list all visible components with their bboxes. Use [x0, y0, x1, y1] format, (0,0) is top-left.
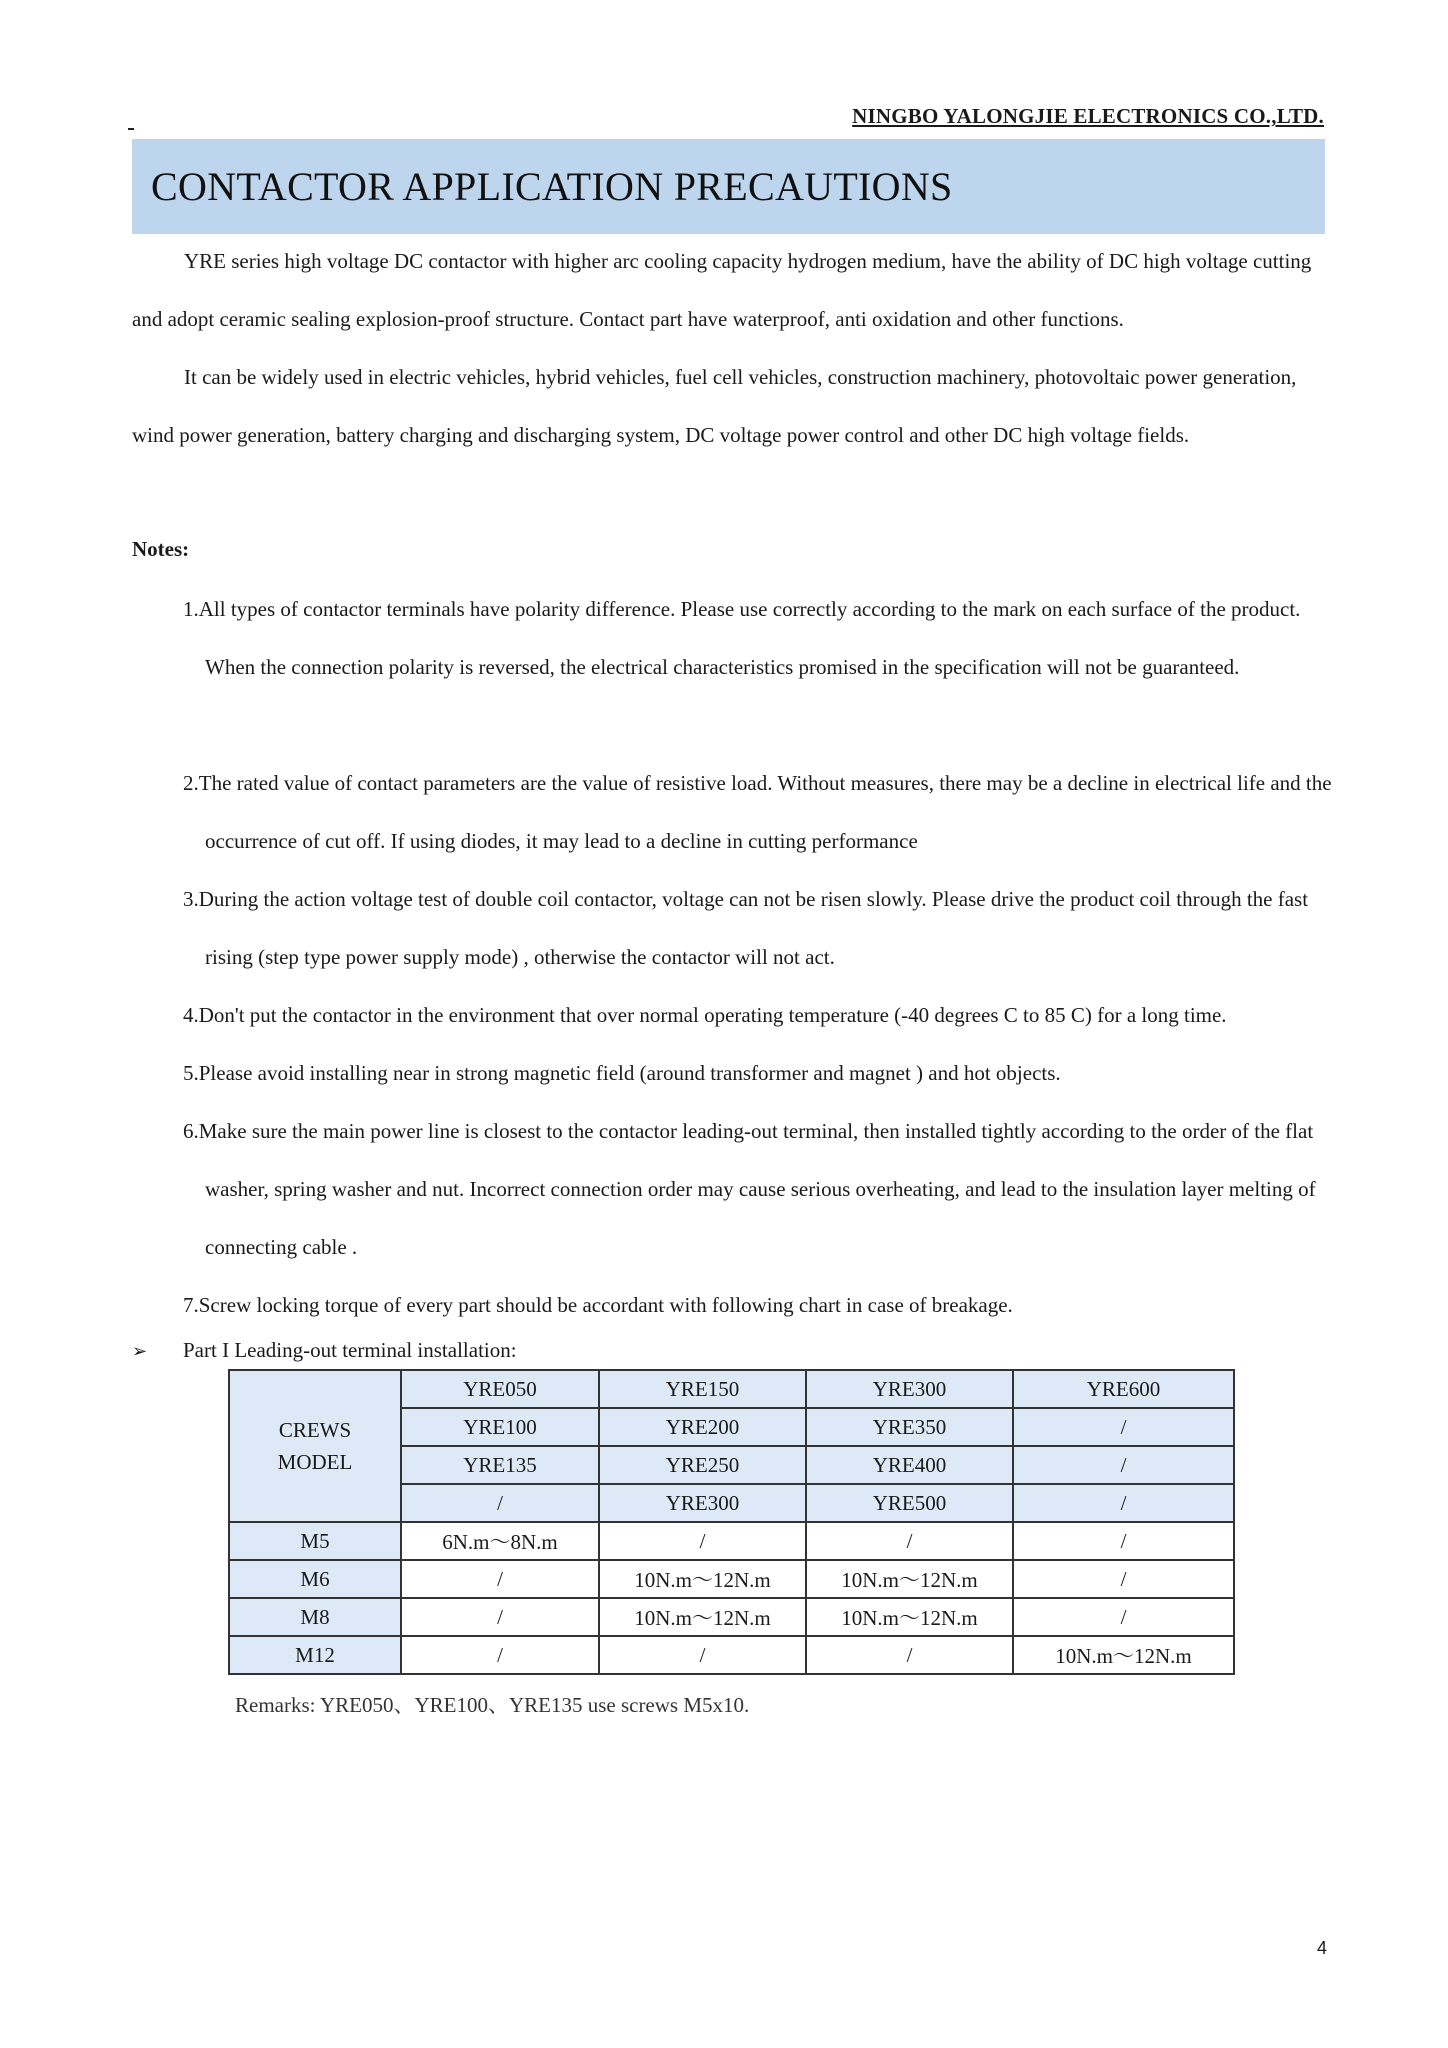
table-cell: YRE050: [401, 1370, 599, 1408]
intro-paragraph: YRE series high voltage DC contactor with higher arc cooling capacity hydrogen medium, have the ability of DC high voltage cutting and adopt ceramic sealing explosion-proof structure. Contact part have waterproof, anti oxidation and other functions.: [132, 249, 1312, 331]
note-item: 7.Screw locking torque of every part should be accordant with following chart in case of breakage.: [183, 1293, 1013, 1317]
table-row: [229, 1560, 1234, 1598]
note-item: 3.During the action voltage test of double coil contactor, voltage can not be risen slowly. Please drive the product coil through the fast rising (step type power supply mode) , otherwise the contactor will not act.: [183, 887, 1309, 969]
table-cell: 6N.m～8N.m: [401, 1522, 599, 1560]
table-cell: 10N.m～12N.m: [599, 1598, 806, 1636]
table-cell: /: [401, 1636, 599, 1674]
table-cell: YRE135: [401, 1446, 599, 1484]
table-cell: /: [1013, 1598, 1234, 1636]
note-item: 6.Make sure the main power line is closest to the contactor leading-out terminal, then installed tightly according to the order of the flat washer, spring washer and nut. Incorrect connection order may cause serious overheating, and lead to the insulation layer melting of connecting cable .: [183, 1119, 1316, 1259]
table-cell: /: [1013, 1408, 1234, 1446]
screw-size-cell: M6: [229, 1560, 401, 1598]
part-label: Part I Leading-out terminal installation:: [183, 1338, 517, 1362]
table-cell: YRE250: [599, 1446, 806, 1484]
table-cell: /: [1013, 1522, 1234, 1560]
page-title: CONTACTOR APPLICATION PRECAUTIONS: [151, 164, 953, 209]
table-cell: YRE600: [1013, 1370, 1234, 1408]
note-item: 5.Please avoid installing near in strong magnetic field (around transformer and magnet ) and hot objects.: [183, 1061, 1061, 1085]
arrow-bullet-icon: ➢: [132, 1341, 148, 1361]
note-item: 4.Don't put the contactor in the environment that over normal operating temperature (-40 degrees C to 85 C) for a long time.: [183, 1003, 1227, 1027]
table-cell: 10N.m～12N.m: [806, 1560, 1013, 1598]
table-cell: YRE400: [806, 1446, 1013, 1484]
table-remarks: Remarks: YRE050、YRE100、YRE135 use screws M5x10.: [235, 1693, 750, 1717]
table-cell: YRE150: [599, 1370, 806, 1408]
table-cell: /: [1013, 1560, 1234, 1598]
screw-size-cell: M12: [229, 1636, 401, 1674]
table-cell: /: [401, 1560, 599, 1598]
table-cell: /: [1013, 1484, 1234, 1522]
page-number: 4: [1316, 1938, 1327, 1958]
note-item: 2.The rated value of contact parameters are the value of resistive load. Without measures, there may be a decline in electrical life and the occurrence of cut off. If using diodes, it may lead to a decline in cutting performance: [183, 771, 1332, 853]
table-cell: /: [401, 1484, 599, 1522]
table-cell: /: [599, 1522, 806, 1560]
table-cell: 10N.m～12N.m: [1013, 1636, 1234, 1674]
note-item: 1.All types of contactor terminals have polarity difference. Please use correctly according to the mark on each surface of the product. When the connection polarity is reversed, the electrical characteristics promised in the specification will not be guaranteed.: [183, 597, 1301, 679]
notes-heading: Notes:: [132, 537, 190, 561]
table-cell: YRE300: [599, 1484, 806, 1522]
torque-table: [228, 1369, 1235, 1675]
table-header-label: CREWS MODEL: [229, 1370, 401, 1522]
table-cell: YRE100: [401, 1408, 599, 1446]
table-row: [229, 1370, 1234, 1408]
part-heading: [132, 1338, 517, 1363]
screw-size-cell: M5: [229, 1522, 401, 1560]
screw-size-cell: M8: [229, 1598, 401, 1636]
intro-paragraph: It can be widely used in electric vehicles, hybrid vehicles, fuel cell vehicles, construction machinery, photovoltaic power generation, wind power generation, battery charging and discharging system, DC voltage power control and other DC high voltage fields.: [132, 365, 1297, 447]
table-cell: YRE350: [806, 1408, 1013, 1446]
table-cell: /: [599, 1636, 806, 1674]
header-dash: [128, 128, 134, 130]
table-cell: /: [806, 1522, 1013, 1560]
company-name: NINGBO YALONGJIE ELECTRONICS CO.,LTD.: [852, 104, 1324, 128]
table-row: [229, 1598, 1234, 1636]
table-cell: 10N.m～12N.m: [599, 1560, 806, 1598]
table-cell: /: [1013, 1446, 1234, 1484]
table-cell: YRE200: [599, 1408, 806, 1446]
table-cell: /: [806, 1636, 1013, 1674]
table-row: [229, 1522, 1234, 1560]
table-cell: /: [401, 1598, 599, 1636]
title-bar: [132, 139, 1325, 234]
table-cell: YRE500: [806, 1484, 1013, 1522]
table-cell: YRE300: [806, 1370, 1013, 1408]
table-cell: 10N.m～12N.m: [806, 1598, 1013, 1636]
table-row: [229, 1636, 1234, 1674]
